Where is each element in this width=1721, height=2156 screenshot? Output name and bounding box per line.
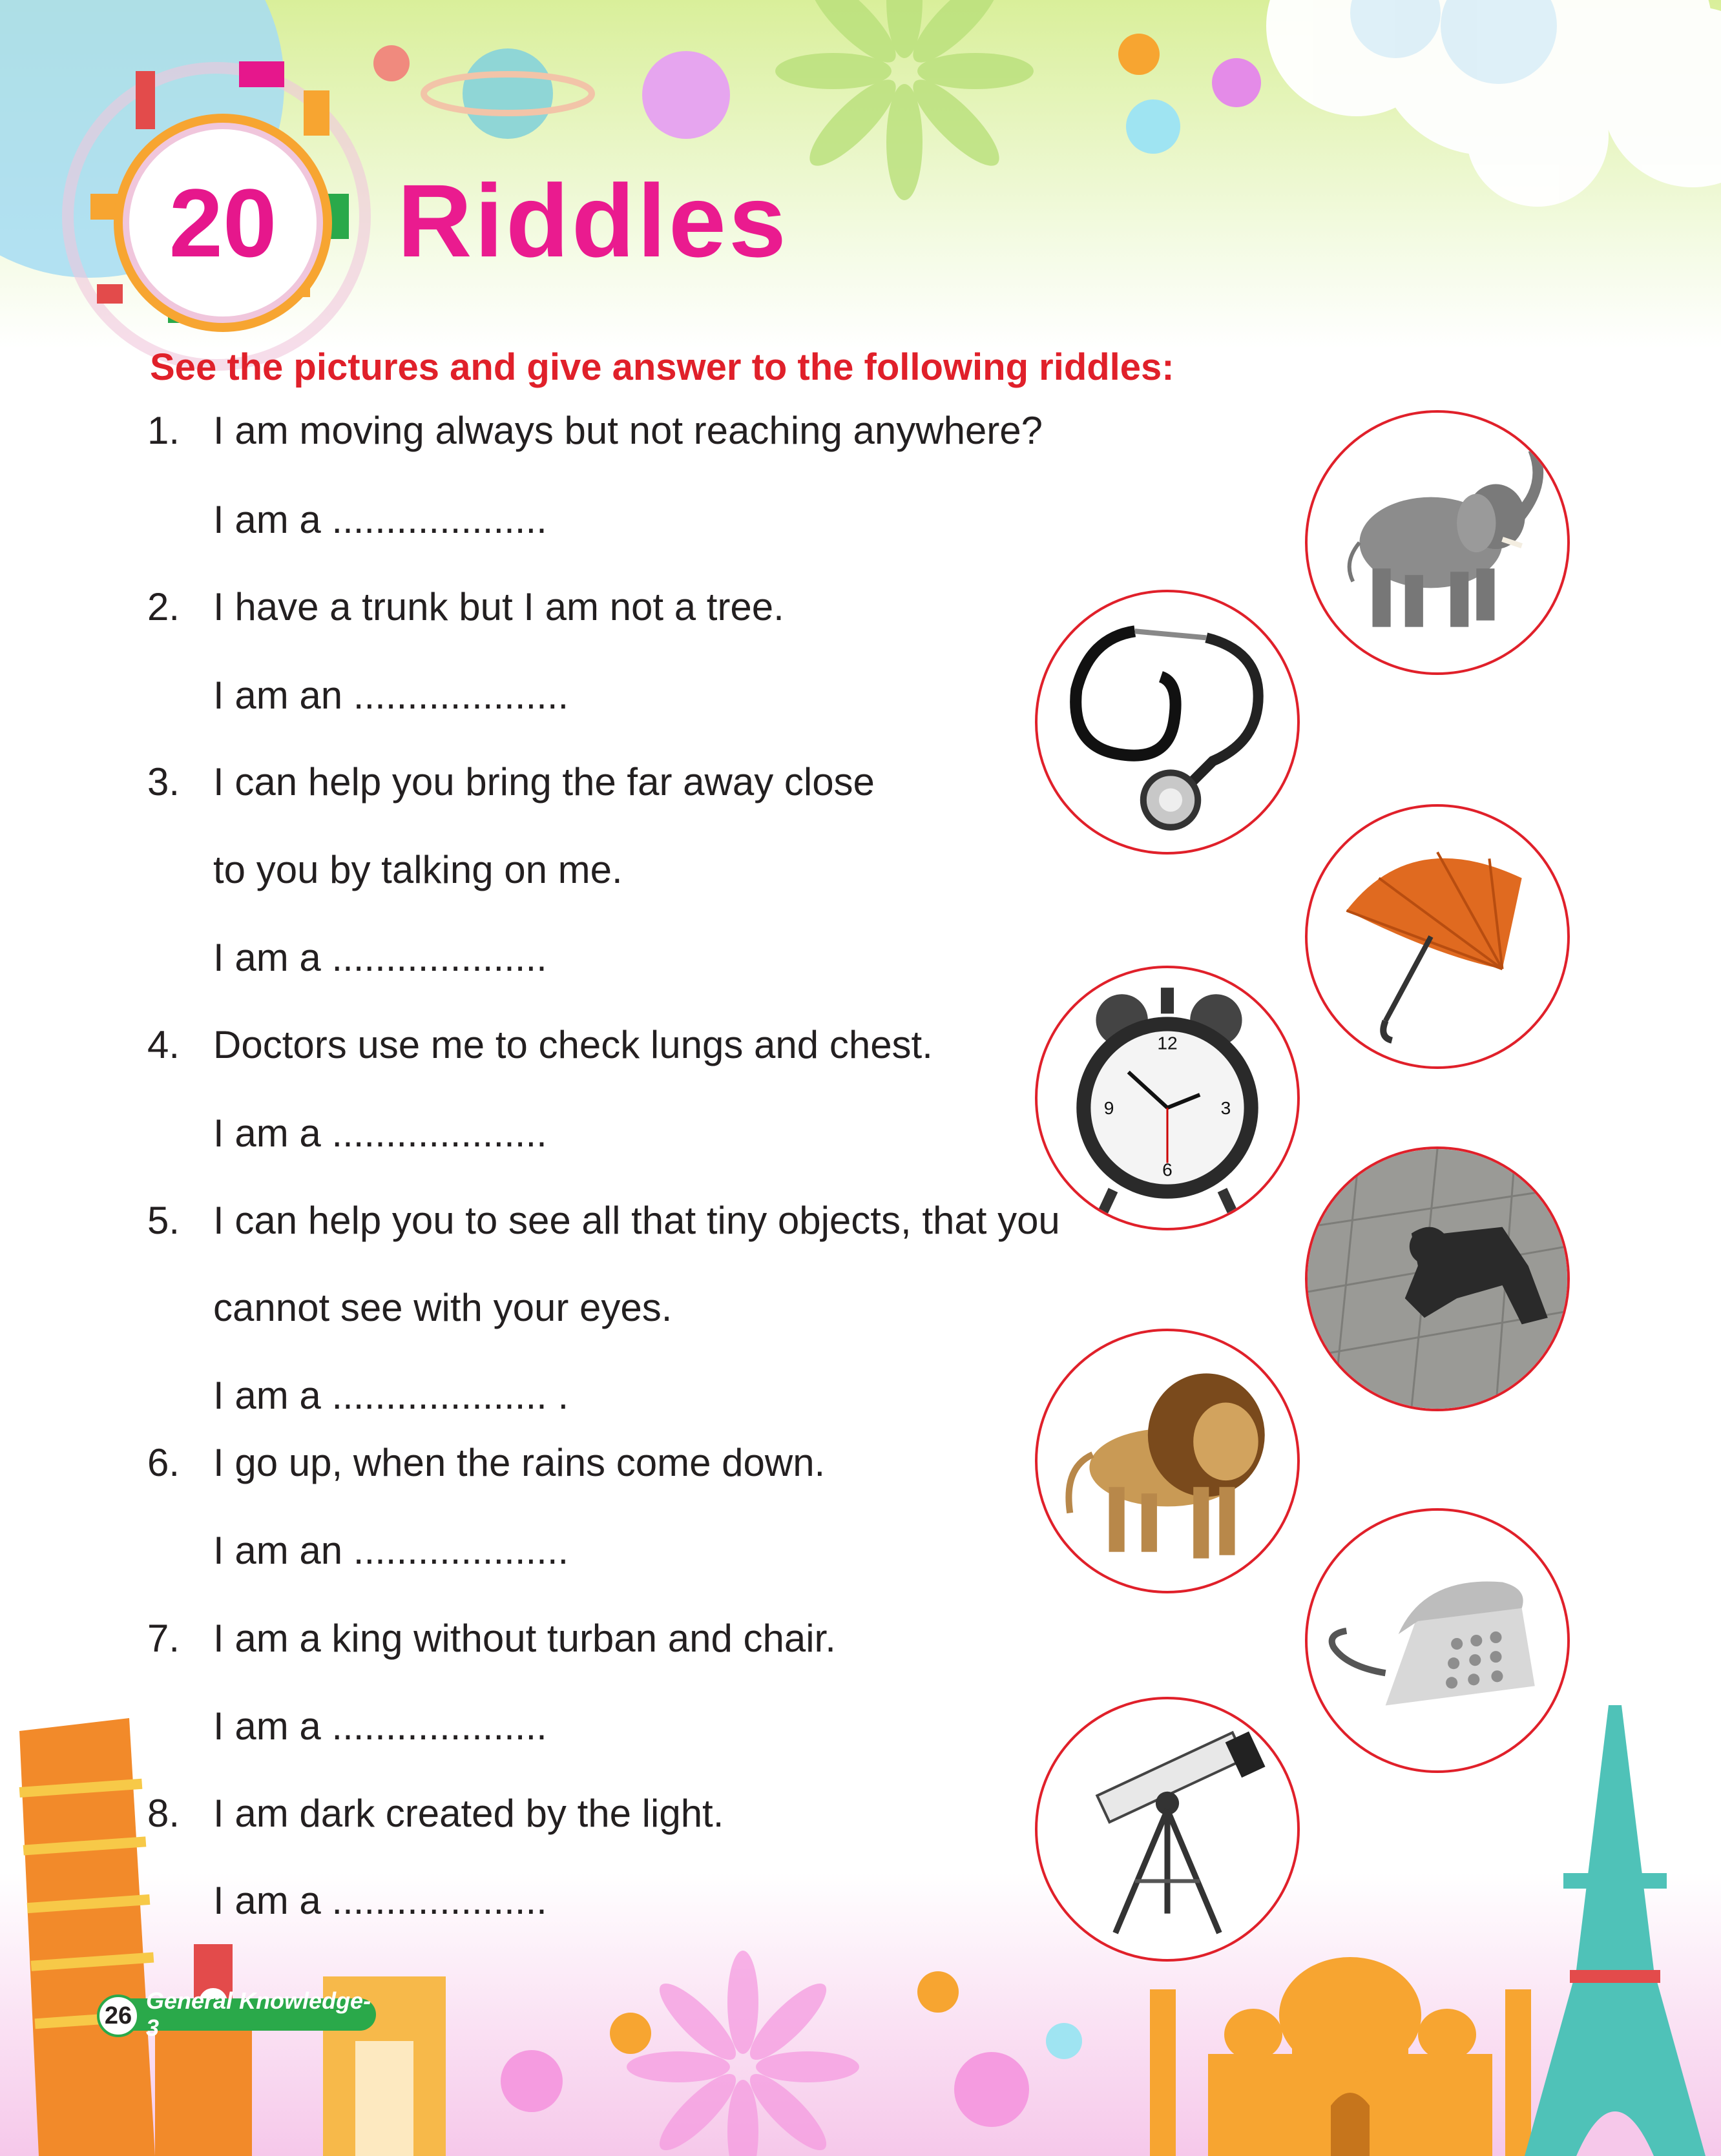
riddle-text: I am dark created by the light. <box>213 1792 724 1835</box>
svg-text:3: 3 <box>1220 1098 1231 1119</box>
book-title: General Knowledge-3 <box>130 1998 376 2031</box>
elephant-picture <box>1305 410 1570 675</box>
umbrella-picture <box>1305 804 1570 1069</box>
riddle-text: to you by talking on me. <box>213 848 623 891</box>
riddle-number: 4. <box>147 1023 180 1066</box>
alarm-clock-picture <box>1035 966 1300 1230</box>
riddle-answer-blank[interactable]: I am a .................... <box>213 936 547 979</box>
riddle-number: 7. <box>147 1617 180 1660</box>
riddle-answer-blank[interactable]: I am a .................... <box>213 498 547 541</box>
telescope-picture <box>1035 1697 1300 1962</box>
riddle-text: I can help you to see all that tiny objects, that you <box>213 1199 1060 1242</box>
riddle-text: I have a trunk but I am not a tree. <box>213 585 784 628</box>
riddle-text: cannot see with your eyes. <box>213 1286 673 1329</box>
riddle-text: I am moving always but not reaching anywhere? <box>213 409 1043 452</box>
page-title: Riddles <box>397 163 789 278</box>
riddle-text: Doctors use me to check lungs and chest. <box>213 1023 933 1066</box>
shadow-picture <box>1305 1146 1570 1411</box>
svg-text:6: 6 <box>1162 1159 1173 1180</box>
riddle-text: I am a king without turban and chair. <box>213 1617 836 1660</box>
instruction-text: See the pictures and give answer to the following riddles: <box>150 346 1174 388</box>
riddle-answer-blank[interactable]: I am a .................... <box>213 1705 547 1748</box>
riddle-number: 3. <box>147 760 180 803</box>
riddle-text: I can help you bring the far away close <box>213 760 875 803</box>
riddle-answer-blank[interactable]: I am an .................... <box>213 674 569 717</box>
riddle-answer-blank[interactable]: I am a .................... . <box>213 1374 569 1417</box>
riddle-number: 6. <box>147 1441 180 1484</box>
riddle-number: 5. <box>147 1199 180 1242</box>
page-number: 26 <box>97 1995 140 2037</box>
riddle-answer-blank[interactable]: I am a .................... <box>213 1879 547 1922</box>
stethoscope-picture <box>1035 590 1300 855</box>
riddle-number: 2. <box>147 585 180 628</box>
riddle-answer-blank[interactable]: I am a .................... <box>213 1112 547 1155</box>
chapter-badge <box>123 123 323 323</box>
riddle-text: I go up, when the rains come down. <box>213 1441 826 1484</box>
lion-picture <box>1035 1329 1300 1593</box>
page-footer <box>97 1987 375 2041</box>
riddle-number: 1. <box>147 409 180 452</box>
riddle-answer-blank[interactable]: I am an .................... <box>213 1529 569 1572</box>
riddle-number: 8. <box>147 1792 180 1835</box>
chapter-number: 20 <box>169 168 277 277</box>
telephone-picture <box>1305 1508 1570 1773</box>
svg-text:9: 9 <box>1103 1098 1114 1119</box>
svg-text:12: 12 <box>1157 1033 1178 1053</box>
